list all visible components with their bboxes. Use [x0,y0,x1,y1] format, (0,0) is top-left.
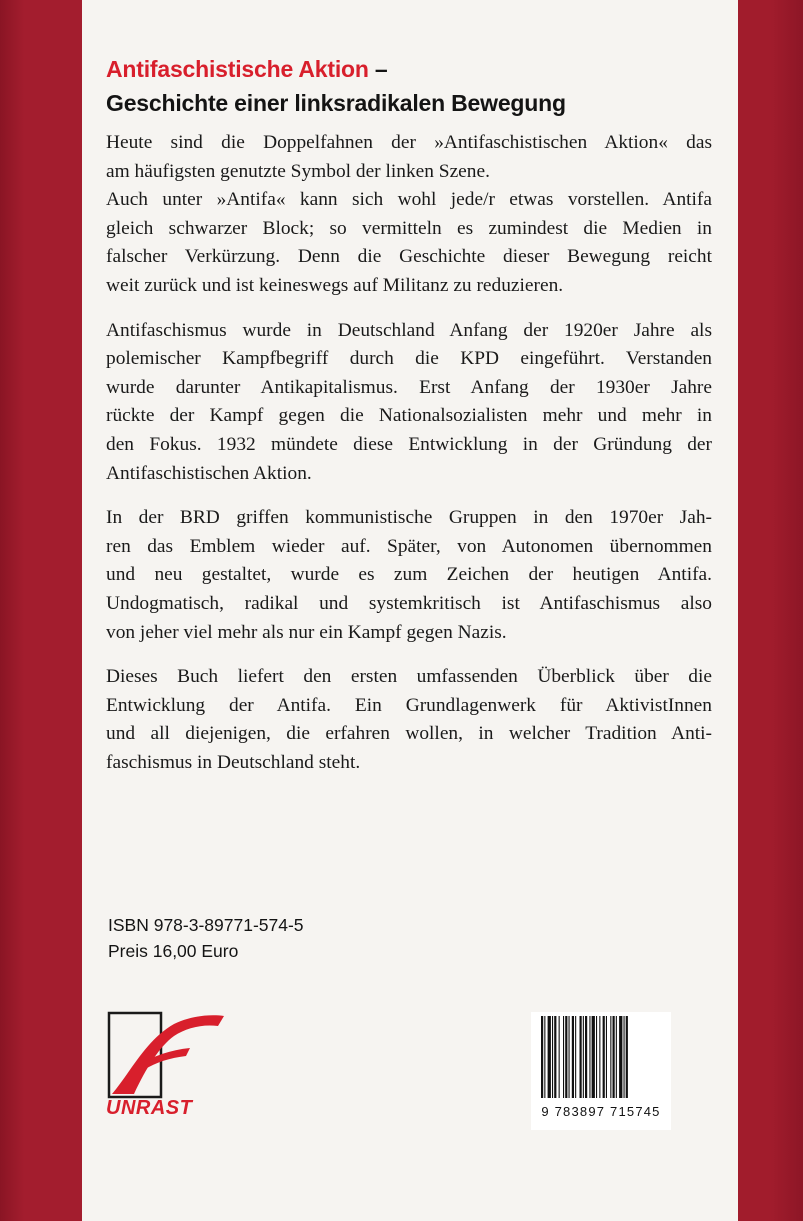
blurb-line: gleich schwarzer Block; so vermitteln es zumindest die Medien in [106,217,712,239]
blurb-line: falscher Verkürzung. Denn die Geschichte dieser Bewegung reicht [106,246,712,268]
blurb-line: Heute sind die Doppelfahnen der »Antifaschistischen Aktion« das [106,132,712,153]
barcode-bar [554,1016,556,1098]
barcode-bar [626,1016,628,1098]
barcode-bar [544,1016,545,1098]
blurb-line: wurde darunter Antikapitalismus. Erst Anfang der 1930er Jahre [106,376,712,398]
blurb-line: und neu gestaltet, wurde es zum Zeichen der heutigen Antifa. [106,564,712,586]
barcode-bar [603,1016,605,1098]
barcode-bar [616,1016,617,1098]
blurb-line: und all diejenigen, die erfahren wollen, in welcher Tradition Anti- [106,723,712,745]
blurb-paragraph [106,317,712,489]
barcode-bar [563,1016,564,1098]
title-line-2: Geschichte einer linksradikalen Bewegung [106,90,566,116]
barcode-bar [624,1016,625,1098]
barcode [531,1012,671,1130]
barcode-bar [575,1016,576,1098]
blurb-line: Auch unter »Antifa« kann sich wohl jede/r etwas vorstellen. Antifa [106,189,712,211]
barcode-bar [592,1016,595,1098]
title-dash: – [368,56,388,82]
blurb-line: den Fokus. 1932 mündete diese Entwicklung in der Gründung der [106,433,712,455]
barcode-bar [548,1016,551,1098]
blurb-line: ren das Emblem wieder auf. Später, von Autonomen übernommen [106,535,712,557]
blurb-line: Undogmatisch, radikal und systemkritisch ist Antifaschismus also [106,592,712,614]
barcode-bar [610,1016,611,1098]
title-red-part: Antifaschistische Aktion [106,56,369,82]
barcode-bar [580,1016,582,1098]
price-label: Preis 16,00 Euro [108,941,239,961]
barcode-number: 9 783897 715745 [541,1104,661,1119]
blurb-paragraph [106,129,712,301]
blurb-line: In der BRD griffen kommunistische Gruppen in den 1970er Jah- [106,507,712,529]
publisher-name: UNRAST [106,1097,193,1119]
barcode-bar [606,1016,607,1098]
isbn-block [108,912,304,964]
blurb-line: Antifaschistischen Aktion. [106,462,312,484]
barcode-bar [541,1016,543,1098]
blurb-line: faschismus in Deutschland steht. [106,751,361,773]
barcode-bar [572,1016,574,1098]
barcode-bar [552,1016,553,1098]
blurb-line: Entwicklung der Antifa. Ein Grundlagenwerk für AktivistInnen [106,694,712,716]
isbn-label: ISBN 978-3-89771-574-5 [108,915,304,935]
title-line-1 [106,52,726,86]
blurb-paragraph [106,504,712,647]
blurb-line: von jeher viel mehr als nur ein Kampf gegen Nazis. [106,621,507,643]
barcode-bar [559,1016,560,1098]
barcode-bar [599,1016,600,1098]
barcode-bar [569,1016,570,1098]
barcode-bar [589,1016,590,1098]
book-title [106,52,726,120]
barcode-bar [596,1016,597,1098]
barcode-bar [613,1016,615,1098]
blurb-line: Antifaschismus wurde in Deutschland Anfang der 1920er Jahre als [106,319,712,341]
barcode-bars [539,1016,663,1104]
blurb-line: rückte der Kampf gegen die Nationalsozialisten mehr und mehr in [106,405,712,427]
blurb-paragraph [106,663,712,777]
blurb-line: weit zurück und ist keineswegs auf Militanz zu reduzieren. [106,274,564,296]
barcode-bar [619,1016,622,1098]
barcode-bar [583,1016,584,1098]
blurb-line: am häufigsten genutzte Symbol der linken Szene. [106,160,490,182]
barcode-bar [565,1016,567,1098]
blurb-line: Dieses Buch liefert den ersten umfassenden Überblick über die [106,666,712,688]
blurb-text [106,129,712,793]
blurb-line: polemischer Kampfbegriff durch die KPD eingeführt. Verstanden [106,348,712,370]
barcode-bar [585,1016,587,1098]
